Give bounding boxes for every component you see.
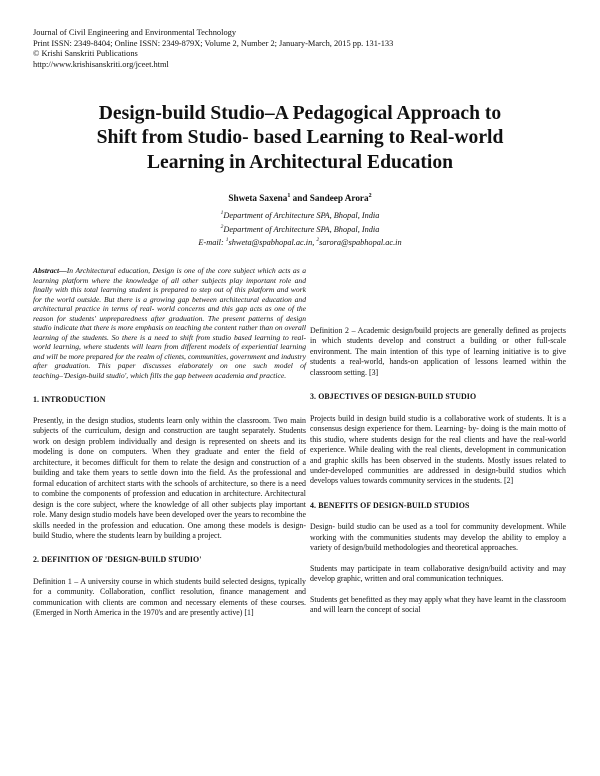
- right-column: [310, 266, 566, 616]
- email2-sup: 2: [316, 237, 320, 244]
- aff1-text: Department of Architecture SPA, Bhopal, India: [223, 210, 380, 220]
- aff1-sup: 1: [220, 210, 224, 216]
- email1-sup: 1: [225, 237, 229, 244]
- section-heading-introduction: 1. INTRODUCTION: [33, 394, 106, 404]
- section-heading-benefits: 4. BENEFITS OF DESIGN-BUILD STUDIOS: [310, 500, 470, 510]
- author-list: [0, 193, 600, 203]
- aff2-sup: 2: [220, 223, 224, 230]
- abstract-label: Abstract—: [33, 266, 67, 275]
- objectives-paragraph: Projects build in design build studio is a collaborative work of students. It is a consensus design experience for them. Learning- by- doing is the main motto of this studio, where students design for the real clients and have the real-world experience. While dealing with the real clients, development in communication and graphic skills has been observed in the students. Mostly issues related to under-developed communities are addressed in design-build studios which develops values towards community services in the students. [2]: [310, 413, 566, 486]
- email-1[interactable]: shweta@spabhopal.ac.in,: [228, 237, 317, 247]
- title-line-2: Shift from Studio- based Learning to Real-world: [96, 127, 504, 149]
- email-line: [0, 235, 600, 249]
- title-line-3: Learning in Architectural Education: [146, 151, 454, 173]
- journal-header: [33, 28, 393, 70]
- affiliations: [0, 208, 600, 249]
- paper-title: [40, 102, 560, 175]
- benefits-paragraph-3: Students get benefitted as they may apply what they have learnt in the classroom and will learn the concept of social: [310, 594, 566, 615]
- email-2[interactable]: sarora@spabhopal.ac.in: [319, 237, 402, 247]
- journal-name: Journal of Civil Engineering and Environmental Technology: [33, 28, 237, 37]
- author-2: Sandeep Arora: [309, 193, 369, 204]
- journal-publisher: © Krishi Sanskriti Publications: [33, 49, 138, 59]
- section-heading-objectives: 3. OBJECTIVES OF DESIGN-BUILD STUDIO: [310, 392, 477, 402]
- definition-2-paragraph: Definition 2 – Academic design/build projects are generally defined as projects in which students develop and construct a building or other full-scale environment. The main intention of this type of learning initiative is to give students a real-world, hands-on application of lessons learned within the classroom setting. [3]: [310, 326, 566, 377]
- definition-1-paragraph: Definition 1 – A university course in which students build selected designs, typically for a community. Collaboration, conflict resolution, finance management and communication with clients are common and necessary elements of these courses. (Emerged in North America in the 1970's and are presently active) [1]: [33, 576, 306, 618]
- journal-url[interactable]: http://www.krishisanskriti.org/jceet.html: [33, 59, 169, 69]
- author-2-sup: 2: [368, 193, 372, 199]
- affiliation-1: [0, 208, 600, 222]
- author-1: Shweta Saxena: [228, 193, 288, 204]
- abstract: [33, 266, 306, 381]
- benefits-paragraph-2: Students may participate in team collaborative design/build activity and may develop graphic, written and oral communication techniques.: [310, 563, 566, 584]
- author-1-sup: 1: [287, 193, 291, 199]
- section-heading-definition: 2. DEFINITION OF 'DESIGN-BUILD STUDIO': [33, 555, 202, 565]
- journal-issn: Print ISSN: 2349-8404; Online ISSN: 2349-879X; Volume 2, Number 2; January-March, 2015 pp. 131-133: [33, 38, 394, 48]
- title-line-1: Design-build Studio–A Pedagogical Approach to: [98, 103, 502, 124]
- benefits-paragraph-1: Design- build studio can be used as a tool for community development. While working with the communities students may develop the ability to employ a variety of design/build methodologies and theoretical approaches.: [310, 522, 566, 553]
- left-column: [33, 266, 306, 619]
- abstract-text: In Architectural education, Design is one of the core subject which acts as a learning platform where the knowledge of all other subjects play important role and finally with this total learning student is prepared to step out of this platform and work for the world outside. But there is a growing gap between architectural education and architectural practice in terms of real- world concerns and this gap acts as one of the reason for students' unpreparedness after graduation. The present patterns of design studio indicate that there is more emphasis on teaching the content rather than on overall learning of the students. So there is a need to shift from studio based learning to real-world learning, where students will learn from different models of experiential learning and will be more prepared for the realm of clients, communities, government and industry after graduation. This paper discusses elaborately on one such model of teaching–'Design-build studio', which fills the gap between academia and practice.: [33, 266, 306, 381]
- aff2-text: Department of Architecture SPA, Bhopal, India: [223, 224, 380, 234]
- affiliation-2: [0, 222, 600, 236]
- author-and: and: [290, 193, 310, 204]
- intro-paragraph: Presently, in the design studios, students learn only within the classroom. Two main subjects of the curriculum, design and construction are taught separately. Students work on design problem individually and design is represented on sheets and its modeling is done on computers. When they graduate and enter the field of architecture, it becomes difficult for them to relate the design and construction of a building and take them years to settle down into the field. As the professional and formal education of architect starts with the schools of architecture, so there is a need to combine the components of profession and education in architecture. Architectural design is the core subject, where the knowledge of all other subjects play important role. Many design studio models have been developed over the years to recombine the skills needed in the profession and education. One among these models is design-build Studio, where the students learn by building a project.: [33, 416, 306, 540]
- email-label: E-mail:: [198, 237, 226, 247]
